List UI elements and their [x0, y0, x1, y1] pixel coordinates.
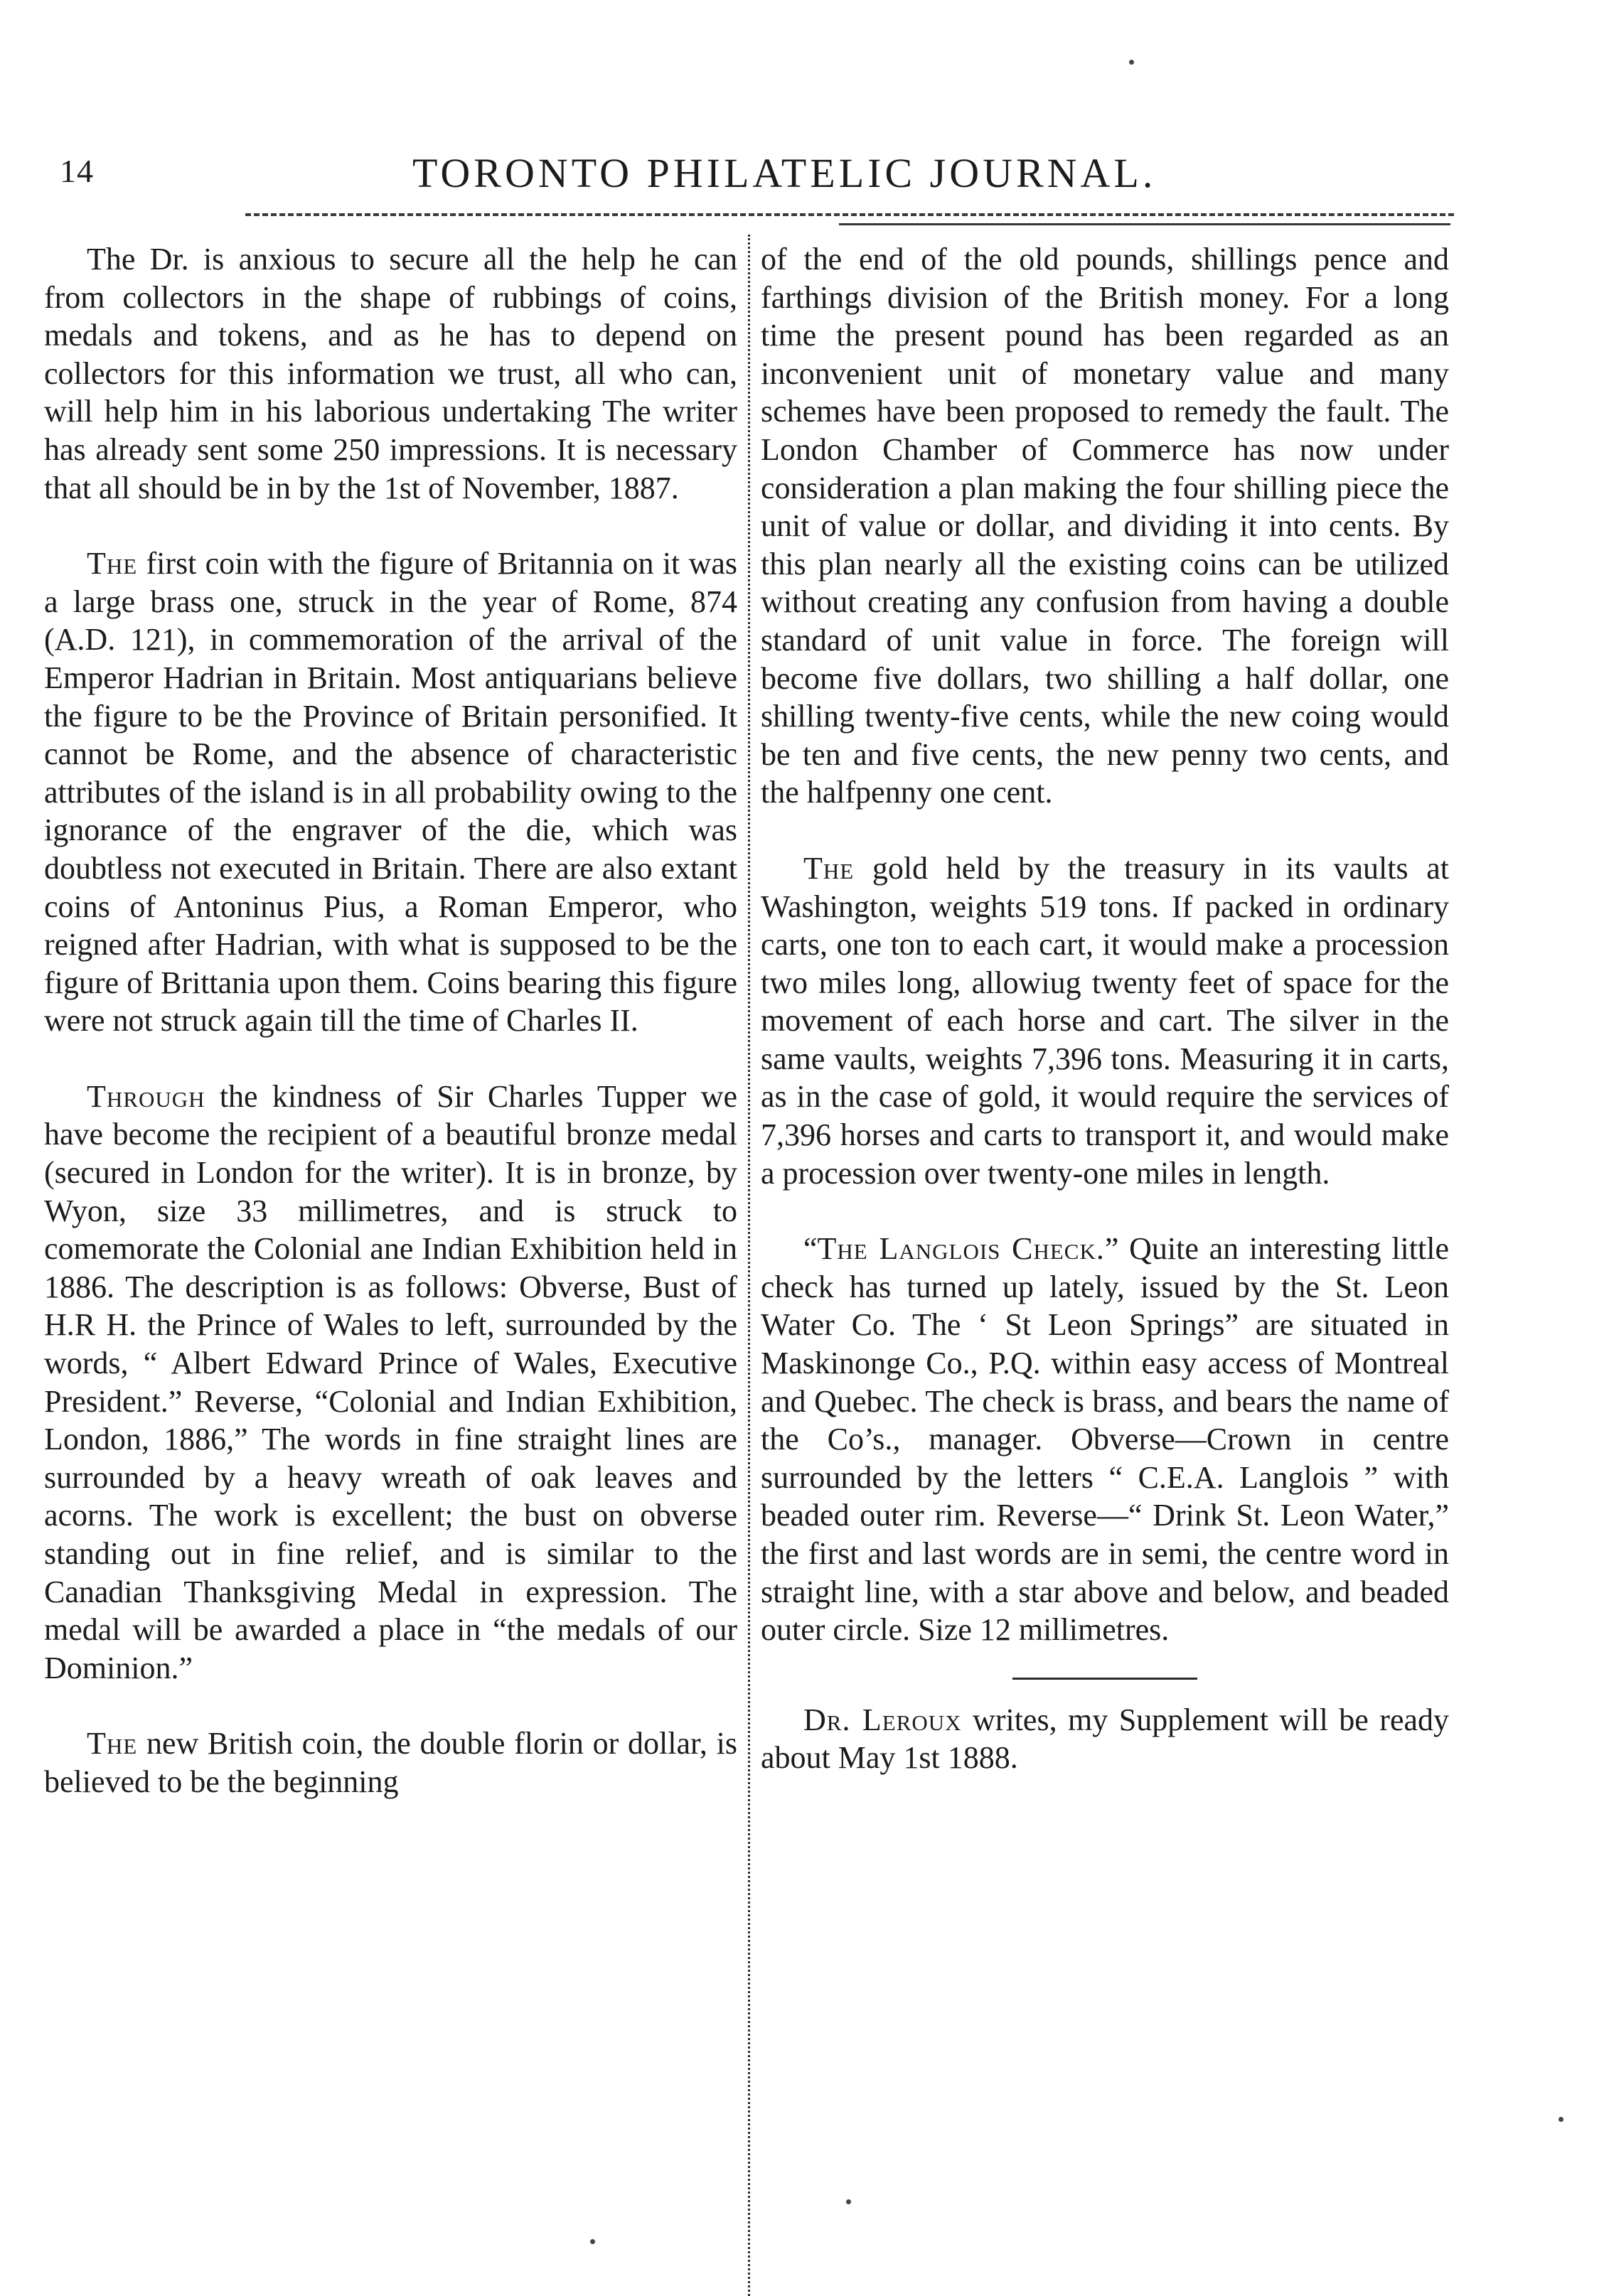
lead-in: Dr. Leroux: [803, 1702, 962, 1737]
print-speck: [1558, 2117, 1563, 2122]
quote-mark: “: [803, 1231, 818, 1267]
paragraph-text: ” Quite an interesting little check has turned up lately, issued by the St. Leon Water Co. The ‘ St Leon Springs” are situated in Maskinonge Co., P.Q. within easy access of Montreal and Quebec. The check is brass, and bears the name of the Co’s., manager. Obverse—Crown in centre surrounded by the letters “ C.E.A. Langlois ” with beaded outer rim. Reverse—“ Drink St. Leon Water,” the first and last words are in semi, the centre word in straight line, with a star above and below, and beaded outer circle. Size 12 millimetres.: [761, 1231, 1449, 1648]
lead-in: Through: [87, 1078, 205, 1114]
paragraph-treasury-gold: [761, 849, 1449, 1192]
lead-in: The: [87, 546, 138, 581]
lead-in: The Langlois Check.: [817, 1231, 1105, 1267]
right-column: [761, 240, 1449, 1777]
section-rule: [1012, 1678, 1197, 1680]
paragraph-double-florin: [44, 1724, 737, 1801]
running-head: TORONTO PHILATELIC JOURNAL.: [412, 150, 1157, 196]
print-speck: [846, 2199, 851, 2204]
paragraph-leroux: [761, 1701, 1449, 1777]
paragraph-text: the kindness of Sir Charles Tupper we have become the recipient of a beautiful bronze medal (secured in London for the writer). It is in bronze, by Wyon, size 33 millimetres, and is struck to comemorate the Colonial ane Indian Exhibition held in 1886. The description is as follows: Obverse, Bust of H.R H. the Prince of Wales to left, surrounded by the words, “ Albert Edward Prince of Wales, Executive President.” Reverse, “Colonial and Indian Exhibition, London, 1886,” The words in fine straight lines are surrounded by a heavy wreath of oak leaves and acorns. The work is excellent; the bust on obverse standing out in fine relief, and is similar to the Canadian Thanksgiving Medal in expression. The medal will be awarded a place in “the medals of our Dominion.”: [44, 1078, 737, 1685]
paragraph-britannia: [44, 545, 737, 1040]
lead-in: The: [87, 1726, 138, 1761]
print-speck: [590, 2239, 595, 2244]
column-divider: [748, 235, 750, 2296]
print-speck: [1129, 60, 1134, 65]
page-number: 14: [60, 153, 94, 189]
header-rule: [245, 213, 1454, 216]
paragraph-text: writes, my Supplement will be ready about May 1st 1888.: [761, 1702, 1449, 1776]
lead-in: The: [803, 850, 855, 886]
left-column: [44, 240, 737, 1801]
paragraph-continued: of the end of the old pounds, shillings pence and farthings division of the British money. For a long time the present pound has been regarded as an inconvenient unit of monetary value and many schemes have been proposed to remedy the fault. The London Chamber of Commerce has now under consideration a plan making the four shilling piece the unit of value or dollar, and dividing it into cents. By this plan nearly all the existing coins can be utilized without creating any confusion from having a double standard of unit value in force. The foreign will become five dollars, two shilling a half dollar, one shilling twenty-five cents, while the new coing would be ten and five cents, the new penny two cents, and the halfpenny one cent.: [761, 242, 1449, 810]
paragraph-langlois-check: [761, 1230, 1449, 1649]
paragraph-text: new British coin, the double florin or dollar, is believed to be the beginning: [44, 1726, 737, 1799]
paragraph-bronze-medal: [44, 1078, 737, 1688]
header-rule-secondary: [839, 223, 1450, 225]
paragraph-text: gold held by the treasury in its vaults at Washington, weights 519 tons. If packed in ordinary carts, one ton to each cart, it would make a procession two miles long, allowiug twenty feet of space for the movement of each horse and cart. The silver in the same vaults, weights 7,396 tons. Measuring it in carts, as in the case of gold, it would require the services of 7,396 horses and carts to transport it, and would make a procession over twenty-one miles in length.: [761, 850, 1449, 1191]
paragraph-text: first coin with the figure of Britannia on it was a large brass one, struck in the year of Rome, 874 (A.D. 121), in commemoration of the arrival of the Emperor Hadrian in Britain. Most antiquarians believe the figure to be the Province of Britain personified. It cannot be Rome, and the absence of characteristic attributes of the island is in all probability owing to the ignorance of the engraver of the die, which was doubtless not executed in Britain. There are also extant coins of Antoninus Pius, a Roman Emperor, who reigned after Hadrian, with what is supposed to be the figure of Brittania upon them. Coins bearing this figure were not struck again till the time of Charles II.: [44, 546, 737, 1039]
paragraph-rubbings: The Dr. is anxious to secure all the help he can from collectors in the shape of rubbings of coins, medals and tokens, and as he has to depend on collectors for this information we trust, all who can, will help him in his laborious undertaking The writer has already sent some 250 impressions. It is necessary that all should be in by the 1st of November, 1887.: [44, 242, 737, 505]
